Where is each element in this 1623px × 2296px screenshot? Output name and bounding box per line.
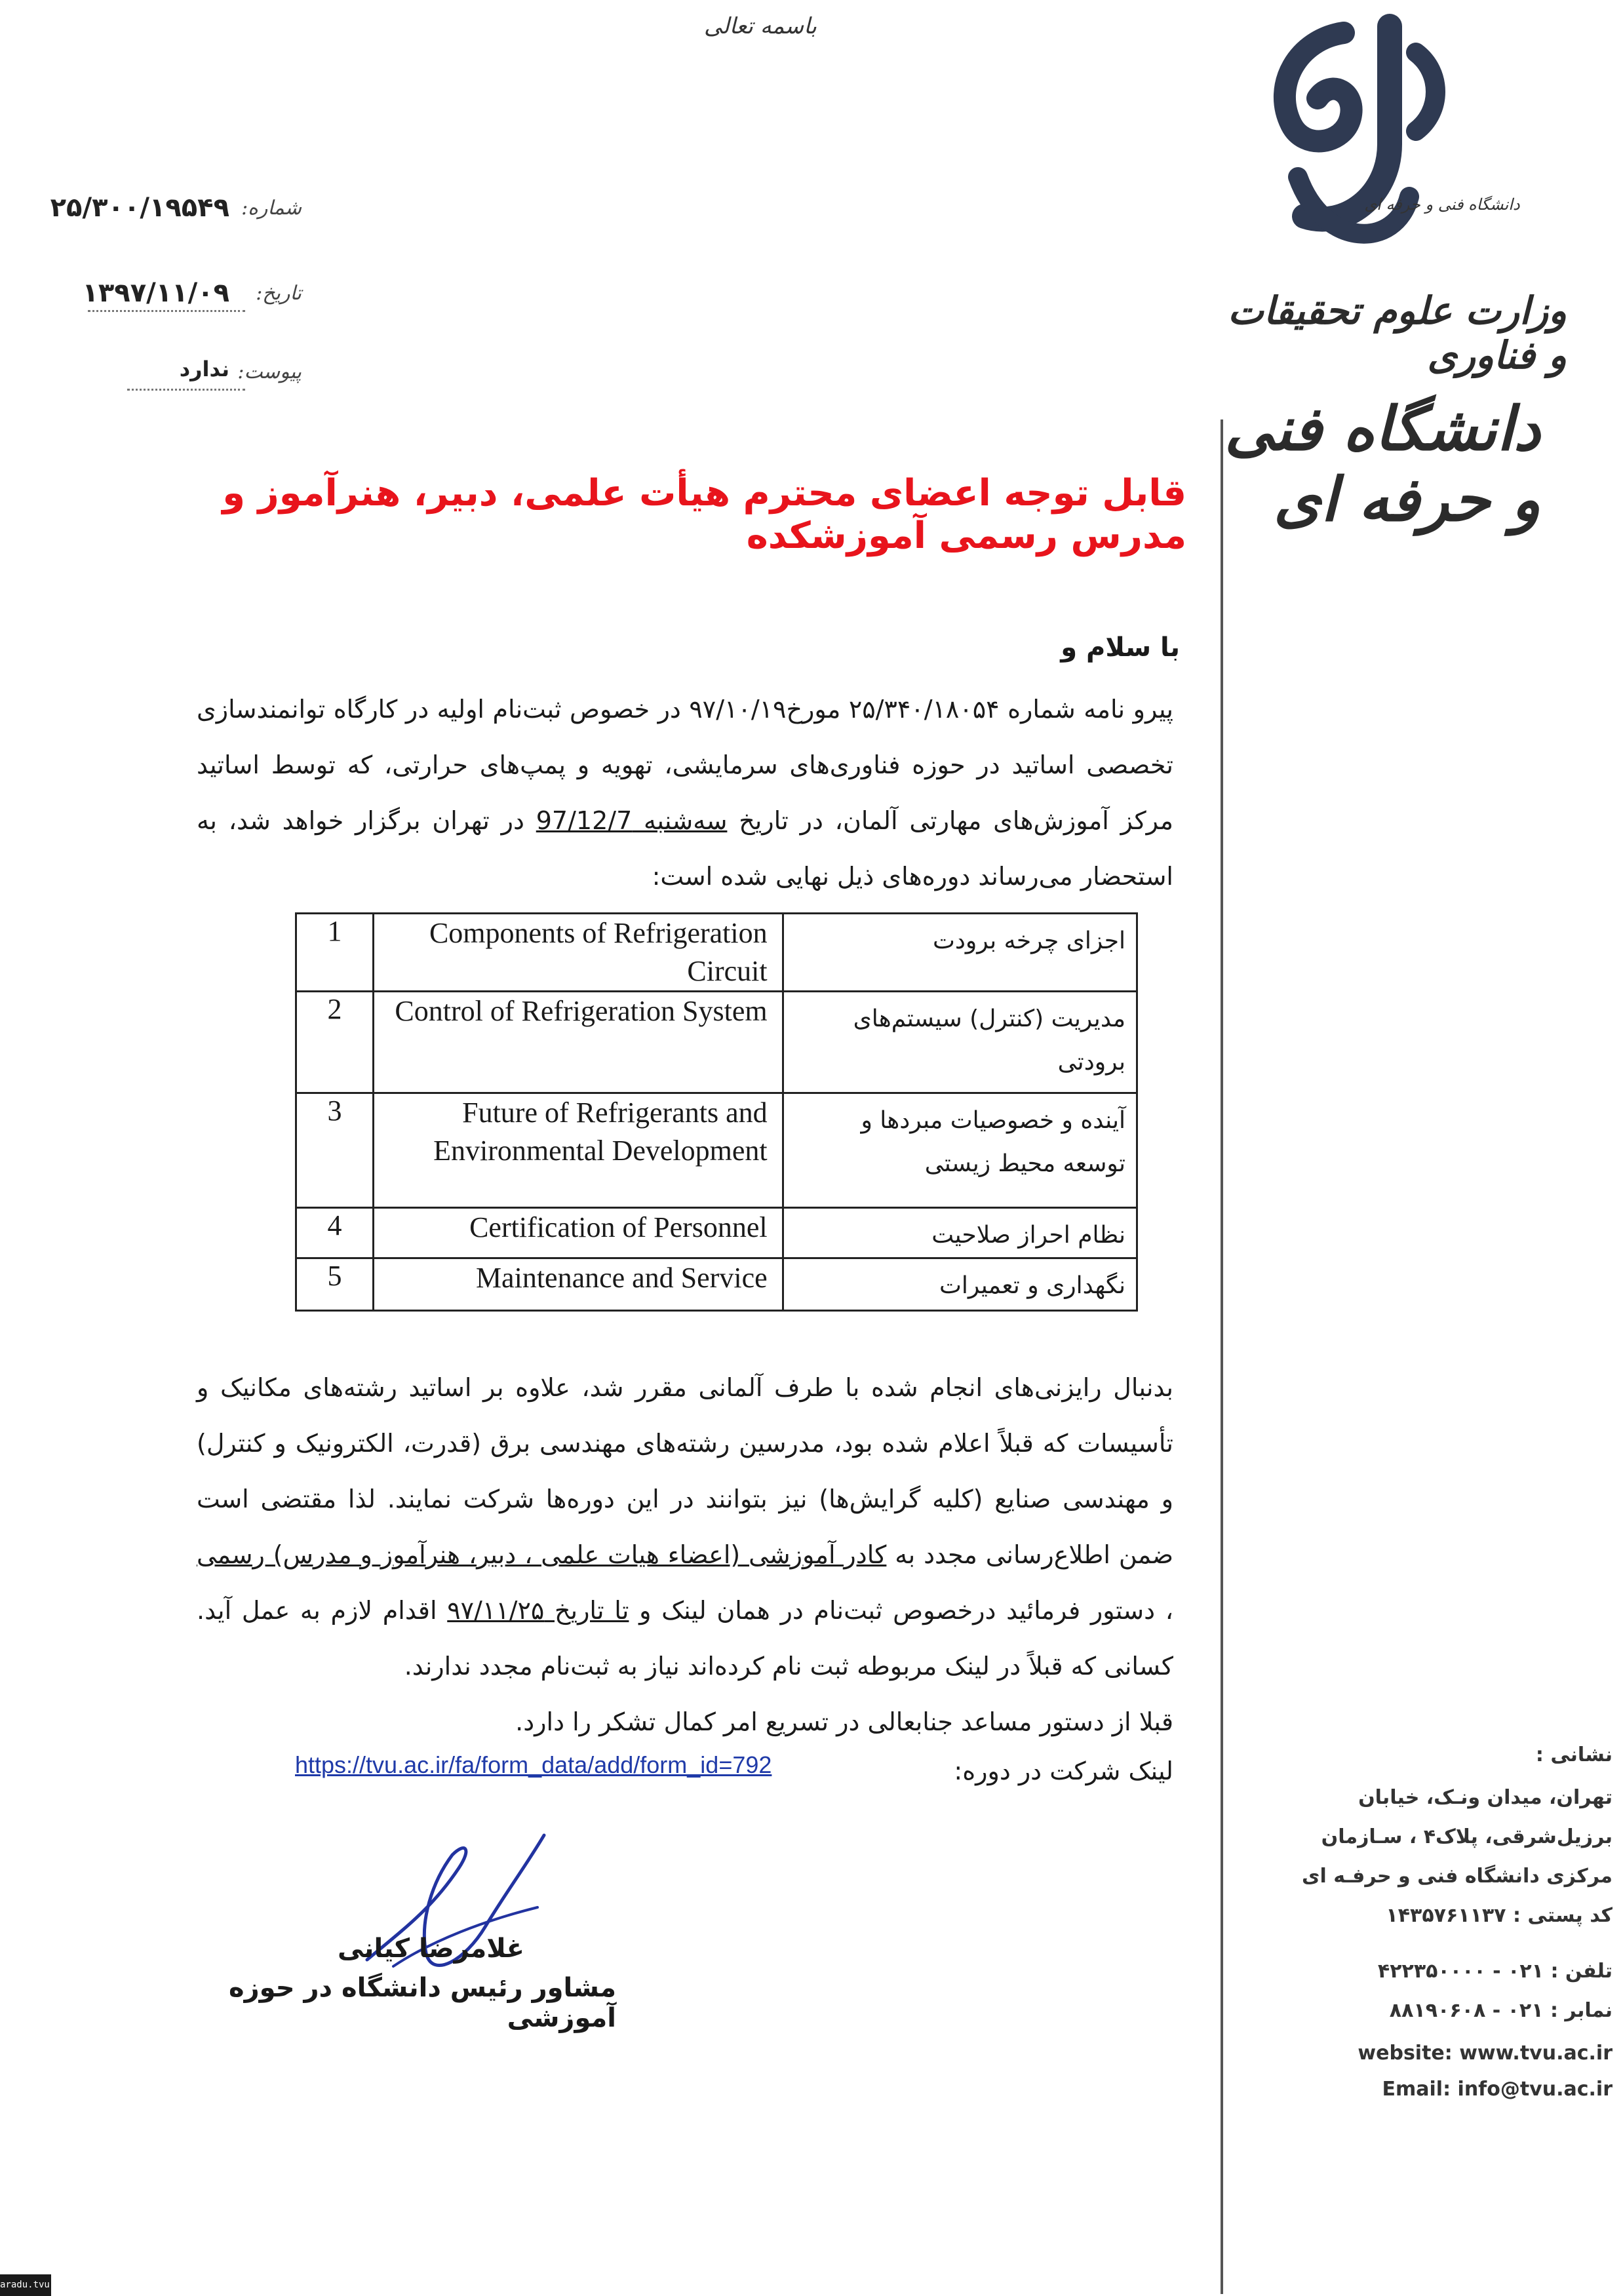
course-english-title: Components of Refrigeration Circuit: [374, 914, 783, 992]
course-english-title: Control of Refrigeration System: [374, 992, 783, 1093]
vertical-divider-line: [1221, 419, 1223, 2294]
letter-date-label: تاریخ:: [256, 282, 302, 305]
phone-number: تلفن : ۰۲۱ - ۴۲۲۳۵۰۰۰۰: [1377, 1960, 1613, 1983]
registration-link-label: لینک شرکت در دوره:: [954, 1757, 1173, 1785]
emblem-caption: دانشگاه فنی و حرفه ای: [1364, 195, 1520, 214]
letter-number-row: [39, 190, 302, 229]
letter-date-row: [39, 275, 302, 315]
letter-number-label: شماره:: [241, 197, 302, 220]
para2-text-c: اقدام لازم به عمل آید. کسانی که قبلاً در لینک مربوطه ثبت نام کرده‌اند نیاز به ثبت‌نام مجدد ندارند.: [197, 1596, 1173, 1681]
date-dotted-line: [88, 310, 245, 312]
greeting-text: با سلام و: [1061, 632, 1180, 663]
table-row: [296, 914, 1137, 992]
para1-text-a: پیرو نامه شماره ۲۵/۳۴۰/۱۸۰۵۴ مورخ۹۷/۱۰/۱۹ در خصوص ثبت‌نام اولیه در کارگاه توانمندسازی تخصصی اساتید در حوزه فناوری‌های سرمایشی، تهویه و پمپ‌های حرارتی، که توسط اساتید مرکز آموزش‌های مهارتی آلمان، در تاریخ: [197, 695, 1173, 835]
course-persian-title: اجزای چرخه برودت: [783, 914, 1137, 992]
university-emblem-logo: [1245, 13, 1520, 275]
para2-text-a: بدنبال رایزنی‌های انجام شده با طرف آلمانی مقرر شد، علاوه بر اساتید رشته‌های مکانیک و تأسیسات که قبلاً اعلام شده بود، مدرسین رشته‌های مهندسی برق (قدرت، الکترونیک و کنترل) و مهندسی صنایع (کلیه گرایش‌ها) نیز بتوانند در این دوره‌ها شرکت نمایند. لذا مقتضی است ضمن اطلاع‌رسانی مجدد به: [197, 1373, 1173, 1569]
university-name: دانشگاه فنی و حرفه ای: [1224, 393, 1540, 535]
course-number: 4: [296, 1208, 374, 1258]
course-persian-title: مدیریت (کنترل) سیستم‌های برودتی: [783, 992, 1137, 1093]
para1-text-b: در تهران برگزار خواهد شد، به استحضار می‌رساند دوره‌های ذیل نهایی شده است:: [197, 806, 1173, 891]
para2-underlined-audience: کادر آموزشی (اعضاء هیات علمی ، دبیر، هنرآموز و مدرس) رسمی: [197, 1540, 887, 1569]
website-address: website: www.tvu.ac.ir: [1358, 2042, 1613, 2065]
course-number: 2: [296, 992, 374, 1093]
para2-underlined-deadline: تا تاریخ ۹۷/۱۱/۲۵: [447, 1596, 629, 1625]
body-paragraph-2: [197, 1360, 1173, 1736]
para2-text-b: ، دستور فرمائید درخصوص ثبت‌نام در همان لینک و: [629, 1596, 1173, 1625]
ministry-name: وزارت علوم تحقیقات و فناوری: [1228, 288, 1567, 378]
addressee-heading: قابل توجه اعضای محترم هیأت علمی، دبیر، هنرآموز و مدرس رسمی آموزشکده: [222, 472, 1186, 557]
course-english-title: Maintenance and Service: [374, 1258, 783, 1311]
course-english-title: Certification of Personnel: [374, 1208, 783, 1258]
registration-link[interactable]: https://tvu.ac.ir/fa/form_data/add/form_id=792: [295, 1751, 772, 1778]
email-address: Email: info@tvu.ac.ir: [1382, 2078, 1613, 2101]
course-number: 1: [296, 914, 374, 992]
body-paragraph-1: [197, 682, 1173, 905]
course-persian-title: نگهداری و تعمیرات: [783, 1258, 1137, 1311]
signer-name: غلامرضا کیانی: [337, 1934, 524, 1964]
source-watermark-tag: aradu.tvu.ac.ir: [0, 2274, 51, 2296]
course-number: 3: [296, 1093, 374, 1208]
letter-date-value: ۱۳۹۷/۱۱/۰۹: [82, 278, 229, 308]
course-number: 5: [296, 1258, 374, 1311]
postal-code: کد پستی : ۱۴۳۵۷۶۱۱۳۷: [1386, 1904, 1613, 1927]
address-label: نشانی :: [1535, 1743, 1613, 1766]
table-row: [296, 1208, 1137, 1258]
course-persian-title: آینده و خصوصیات مبردها و توسعه محیط زیستی: [783, 1093, 1137, 1208]
address-line-1: تهران، میدان ونـک، خیابان: [1358, 1786, 1613, 1809]
basmala-heading: باسمه تعالی: [704, 13, 817, 39]
signer-title: مشاور رئیس دانشگاه در حوزه آموزشی: [229, 1973, 616, 2033]
letter-number-value: ۲۵/۳۰۰/۱۹۵۴۹: [50, 193, 229, 223]
letter-attachment-label: پیوست:: [237, 360, 302, 383]
course-persian-title: نظام احراز صلاحیت: [783, 1208, 1137, 1258]
fax-number: نمابر : ۰۲۱ - ۸۸۱۹۰۶۰۸: [1389, 1999, 1613, 2022]
para1-underlined-date: سه‌شنبه 97/12/7: [536, 806, 728, 835]
closing-thanks-text: قبلا از دستور مساعد جنابعالی در تسریع امر کمال تشکر را دارد.: [515, 1707, 1173, 1736]
attachment-dotted-line: [127, 389, 245, 391]
address-line-3: مرکزی دانشگاه فنی و حرفـه ای: [1302, 1865, 1613, 1888]
courses-table: [295, 912, 1138, 1312]
address-line-2: برزیل‌شرقی، پلاک۴ ، سـازمان: [1321, 1825, 1613, 1848]
course-english-title: Future of Refrigerants and Environmental Development: [374, 1093, 783, 1208]
table-row: [296, 1258, 1137, 1311]
letter-attachment-row: [39, 354, 302, 393]
letter-attachment-value: ندارد: [179, 357, 229, 381]
table-row: [296, 992, 1137, 1093]
table-row: [296, 1093, 1137, 1208]
